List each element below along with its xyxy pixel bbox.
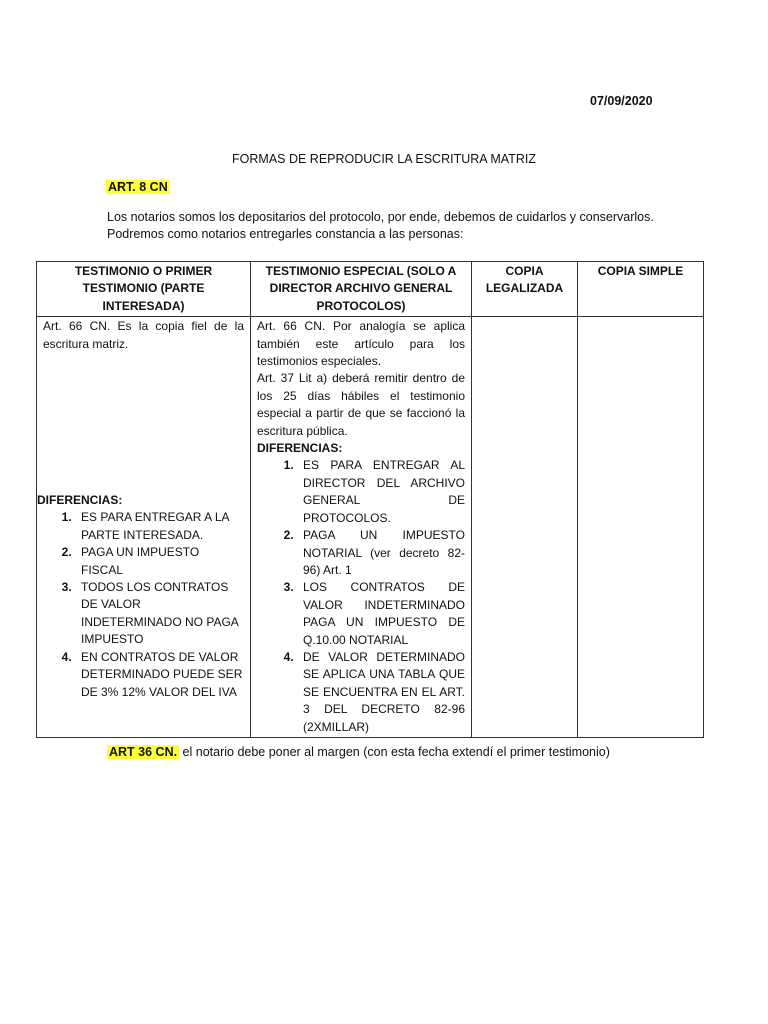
intro-paragraph [107, 209, 654, 243]
testimonio-especial-art66: Art. 66 CN. Por analogía se aplica también este artículo para los testimonios especiales. [257, 319, 465, 369]
cell-copia-simple [578, 317, 704, 738]
list-item: 2. PAGA UN IMPUESTO FISCAL [75, 544, 244, 579]
reproduction-forms-table [36, 261, 704, 738]
header-primer-testimonio: TESTIMONIO O PRIMER TESTIMONIO (PARTE INTERESADA) [37, 262, 251, 317]
cell-testimonio-especial [251, 317, 472, 738]
header-testimonio-especial: TESTIMONIO ESPECIAL (SOLO A DIRECTOR ARCHIVO GENERAL PROTOCOLOS) [251, 262, 472, 317]
document-date: 07/09/2020 [590, 94, 653, 108]
list-item: 1. ES PARA ENTREGAR AL DIRECTOR DEL ARCHIVO GENERAL DE PROTOCOLOS. [297, 457, 465, 527]
document-title: FORMAS DE REPRODUCIR LA ESCRITURA MATRIZ [232, 152, 536, 166]
article-8-label: ART. 8 CN [108, 180, 168, 194]
testimonio-especial-diff-list [257, 457, 465, 736]
article-36-note [107, 745, 610, 759]
intro-line-1: Los notarios somos los depositarios del protocolo, por ende, debemos de cuidarlos y conservarlos. [107, 210, 654, 224]
table-row [37, 317, 704, 738]
primer-testimonio-diff-list [43, 509, 244, 700]
intro-line-2: Podremos como notarios entregarles constancia a las personas: [107, 227, 464, 241]
testimonio-especial-diff-label: DIFERENCIAS: [257, 441, 343, 456]
primer-testimonio-description: Art. 66 CN. Es la copia fiel de la escritura matriz. [43, 319, 244, 351]
list-item: 4. DE VALOR DETERMINADO SE APLICA UNA TABLA QUE SE ENCUENTRA EN EL ART. 3 DEL DECRETO 82-96 (2XMILLAR) [297, 649, 465, 736]
primer-testimonio-diff-label: DIFERENCIAS: [37, 493, 123, 508]
list-item: 2. PAGA UN IMPUESTO NOTARIAL (ver decreto 82-96) Art. 1 [297, 527, 465, 579]
list-item: 4. EN CONTRATOS DE VALOR DETERMINADO PUEDE SER DE 3% 12% VALOR DEL IVA [75, 649, 244, 701]
article-8-heading [106, 180, 170, 194]
list-item: 3. TODOS LOS CONTRATOS DE VALOR INDETERMINADO NO PAGA IMPUESTO [75, 579, 244, 649]
article-36-text: el notario debe poner al margen (con esta fecha extendí el primer testimonio) [179, 745, 610, 759]
list-item: 3. LOS CONTRATOS DE VALOR INDETERMINADO PAGA UN IMPUESTO DE Q.10.00 NOTARIAL [297, 579, 465, 649]
cell-copia-legalizada [472, 317, 578, 738]
header-copia-simple: COPIA SIMPLE [578, 262, 704, 317]
testimonio-especial-art37: Art. 37 Lit a) deberá remitir dentro de los 25 días hábiles el testimonio especial a partir de que se faccionó la escritura pública. [257, 371, 465, 438]
table-header-row [37, 262, 704, 317]
article-36-label: ART 36 CN. [109, 745, 178, 759]
cell-primer-testimonio [37, 317, 251, 738]
header-copia-legalizada: COPIA LEGALIZADA [472, 262, 578, 317]
list-item: 1. ES PARA ENTREGAR A LA PARTE INTERESADA. [75, 509, 244, 544]
